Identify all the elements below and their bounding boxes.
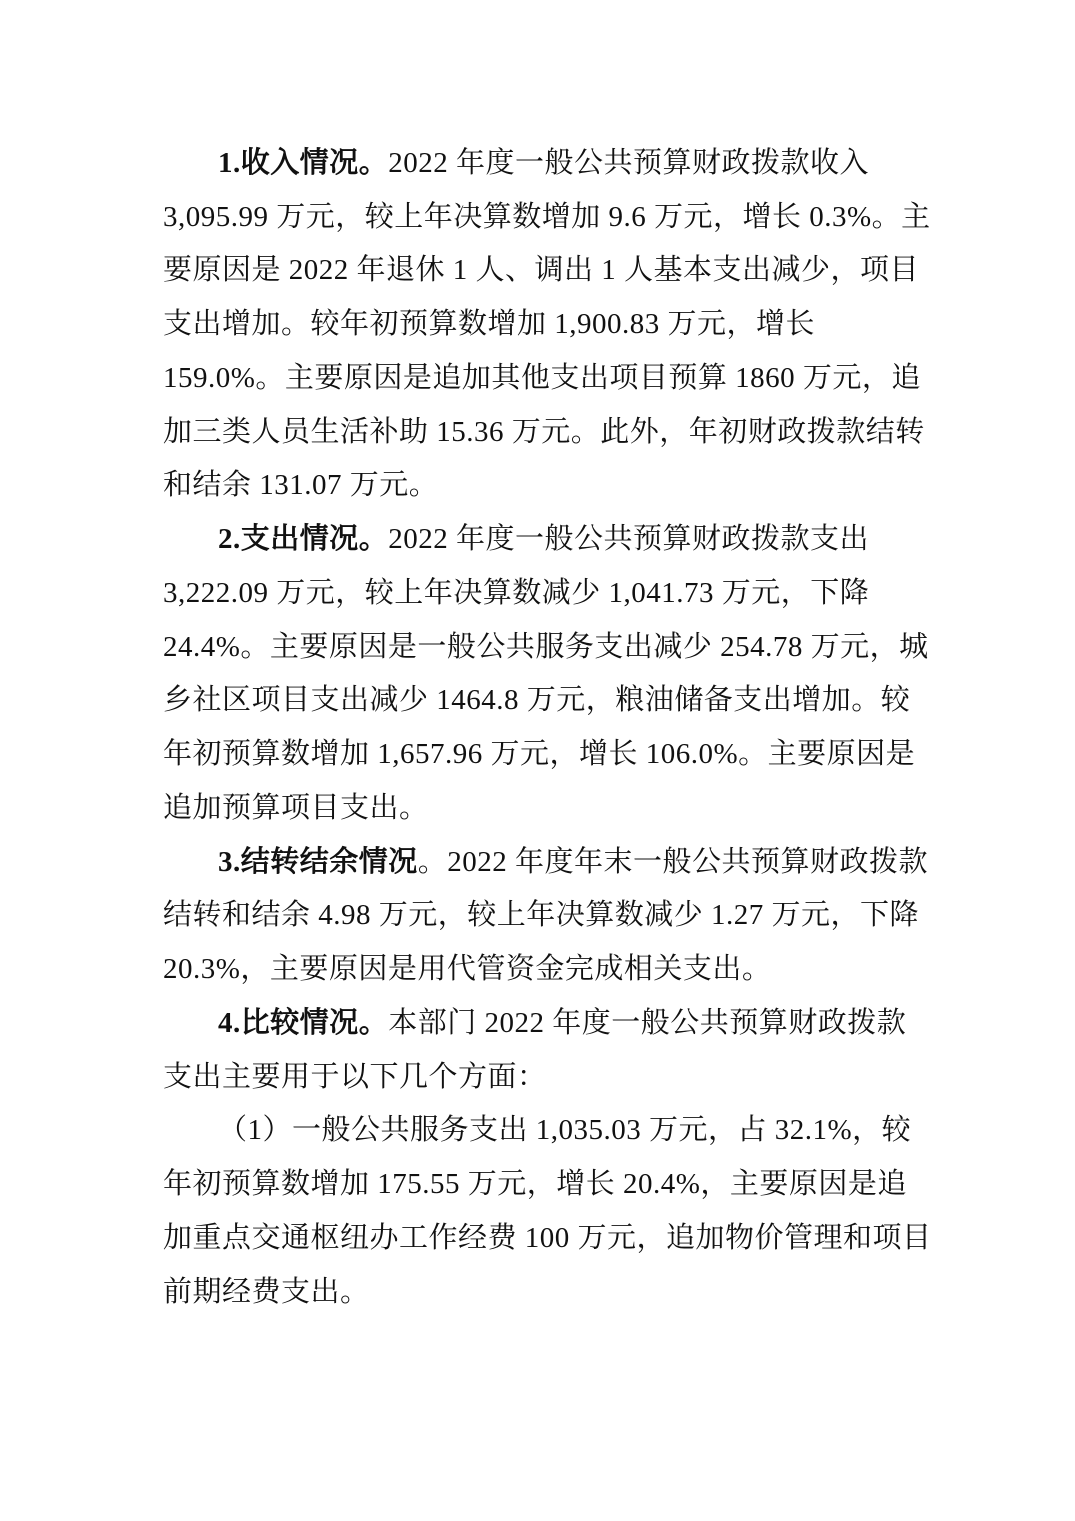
paragraph-line: 支出主要用于以下几个方面： (163, 1061, 547, 1093)
paragraph-text: 2022 年度一般公共预算财政拨款收入 (388, 147, 870, 179)
paragraph-line: 20.3%，主要原因是用代管资金完成相关支出。 (163, 953, 772, 985)
paragraph-line: 3,222.09 万元，较上年决算数减少 1,041.73 万元，下降 (163, 577, 870, 609)
section-heading: 2.支出情况。 (218, 523, 389, 555)
paragraph-line: （1）一般公共服务支出 1,035.03 万元，占 32.1%，较 (218, 1114, 912, 1146)
paragraph-line: 加重点交通枢纽办工作经费 100 万元，追加物价管理和项目 (163, 1222, 932, 1254)
section-heading: 4.比较情况。 (218, 1007, 389, 1039)
section-heading: 3.结转结余情况 (218, 846, 418, 878)
paragraph-text: 本部门 2022 年度一般公共预算财政拨款 (388, 1007, 907, 1039)
paragraph-line: 结转和结余 4.98 万元，较上年决算数减少 1.27 万元，下降 (163, 899, 920, 931)
paragraph-line: 159.0%。主要原因是追加其他支出项目预算 1860 万元，追 (163, 362, 921, 394)
paragraph-line: 乡社区项目支出减少 1464.8 万元，粮油储备支出增加。较 (163, 684, 911, 716)
paragraph-line: 加三类人员生活补助 15.36 万元。此外，年初财政拨款结转 (163, 416, 925, 448)
paragraph-line: 3,095.99 万元，较上年决算数增加 9.6 万元，增长 0.3%。主 (163, 201, 931, 233)
paragraph-line: 追加预算项目支出。 (163, 792, 429, 824)
paragraph-line: 支出增加。较年初预算数增加 1,900.83 万元，增长 (163, 308, 816, 340)
paragraph-line: 24.4%。主要原因是一般公共服务支出减少 254.78 万元，城 (163, 631, 929, 663)
paragraph-line: 年初预算数增加 1,657.96 万元，增长 106.0%。主要原因是 (163, 738, 916, 770)
paragraph-line (0, 842, 1075, 882)
paragraph-text: 2022 年度一般公共预算财政拨款支出 (388, 523, 870, 555)
paragraph-line: 和结余 131.07 万元。 (163, 469, 439, 501)
paragraph-line (0, 1003, 1075, 1043)
paragraph-line (0, 143, 1075, 183)
paragraph-text: 。2022 年度年末一般公共预算财政拨款 (417, 846, 929, 878)
paragraph-line (0, 519, 1075, 559)
paragraph-line: 年初预算数增加 175.55 万元，增长 20.4%，主要原因是追 (163, 1168, 907, 1200)
paragraph-line: 前期经费支出。 (163, 1276, 370, 1308)
section-heading: 1.收入情况。 (218, 147, 389, 179)
paragraph-line: 要原因是 2022 年退休 1 人、调出 1 人基本支出减少，项目 (163, 254, 920, 286)
